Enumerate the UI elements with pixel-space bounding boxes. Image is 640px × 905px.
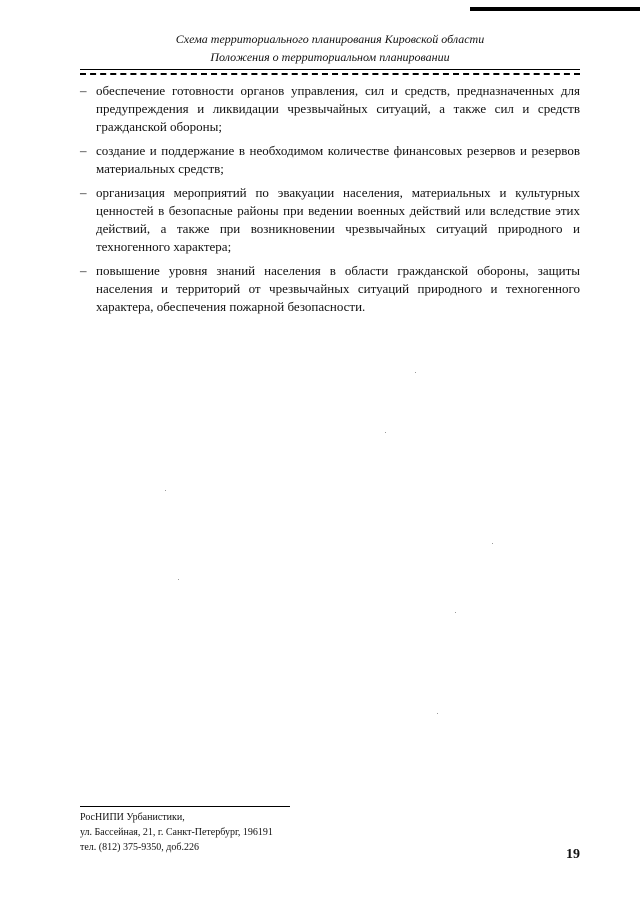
footer-org: РосНИПИ Урбанистики,: [80, 812, 185, 823]
bullet-dash: –: [80, 83, 87, 98]
list-item: [80, 142, 580, 178]
footer-address: ул. Бассейная, 21, г. Санкт-Петербург, 196191: [80, 827, 273, 838]
bullet-list: [80, 82, 580, 322]
list-item: [80, 82, 580, 136]
list-item-text: обеспечение готовности органов управления, сил и средств, предназначенных для предупреждения и ликвидации чрезвычайных ситуаций, а также сил и средств гражданской обороны;: [96, 83, 580, 134]
footer-phone: тел. (812) 375-9350, доб.226: [80, 842, 199, 853]
header-title: Схема территориального планирования Кировской области: [175, 32, 485, 46]
bullet-dash: –: [80, 143, 87, 158]
scan-speck: [385, 432, 386, 433]
scan-speck: [165, 490, 166, 491]
document-header: [80, 30, 580, 66]
scan-speck: [455, 612, 456, 613]
header-subtitle: Положения о территориальном планировании: [210, 50, 450, 64]
scan-edge-bar: [470, 7, 640, 11]
scan-speck: [492, 543, 493, 544]
page-number: 19: [566, 847, 580, 862]
list-item: [80, 184, 580, 256]
header-rule-double: [80, 73, 580, 75]
scan-speck: [178, 579, 179, 580]
list-item: [80, 262, 580, 316]
list-item-text: повышение уровня знаний населения в области гражданской обороны, защиты населения и территорий от чрезвычайных ситуаций природного и техногенного характера, обеспечения пожарной безопасности.: [96, 263, 580, 314]
bullet-dash: –: [80, 185, 87, 200]
scan-speck: [415, 372, 416, 373]
bullet-dash: –: [80, 263, 87, 278]
list-item-text: создание и поддержание в необходимом количестве финансовых резервов и резервов материальных средств;: [96, 143, 580, 176]
header-rule-top: [80, 69, 580, 70]
footer-address-block: [80, 806, 290, 855]
list-item-text: организация мероприятий по эвакуации населения, материальных и культурных ценностей в безопасные районы при ведении военных действий или вследствие этих действий, а также при возникновении чрезвычайных ситуаций природного и техногенного характера;: [96, 185, 580, 254]
scan-speck: [437, 713, 438, 714]
